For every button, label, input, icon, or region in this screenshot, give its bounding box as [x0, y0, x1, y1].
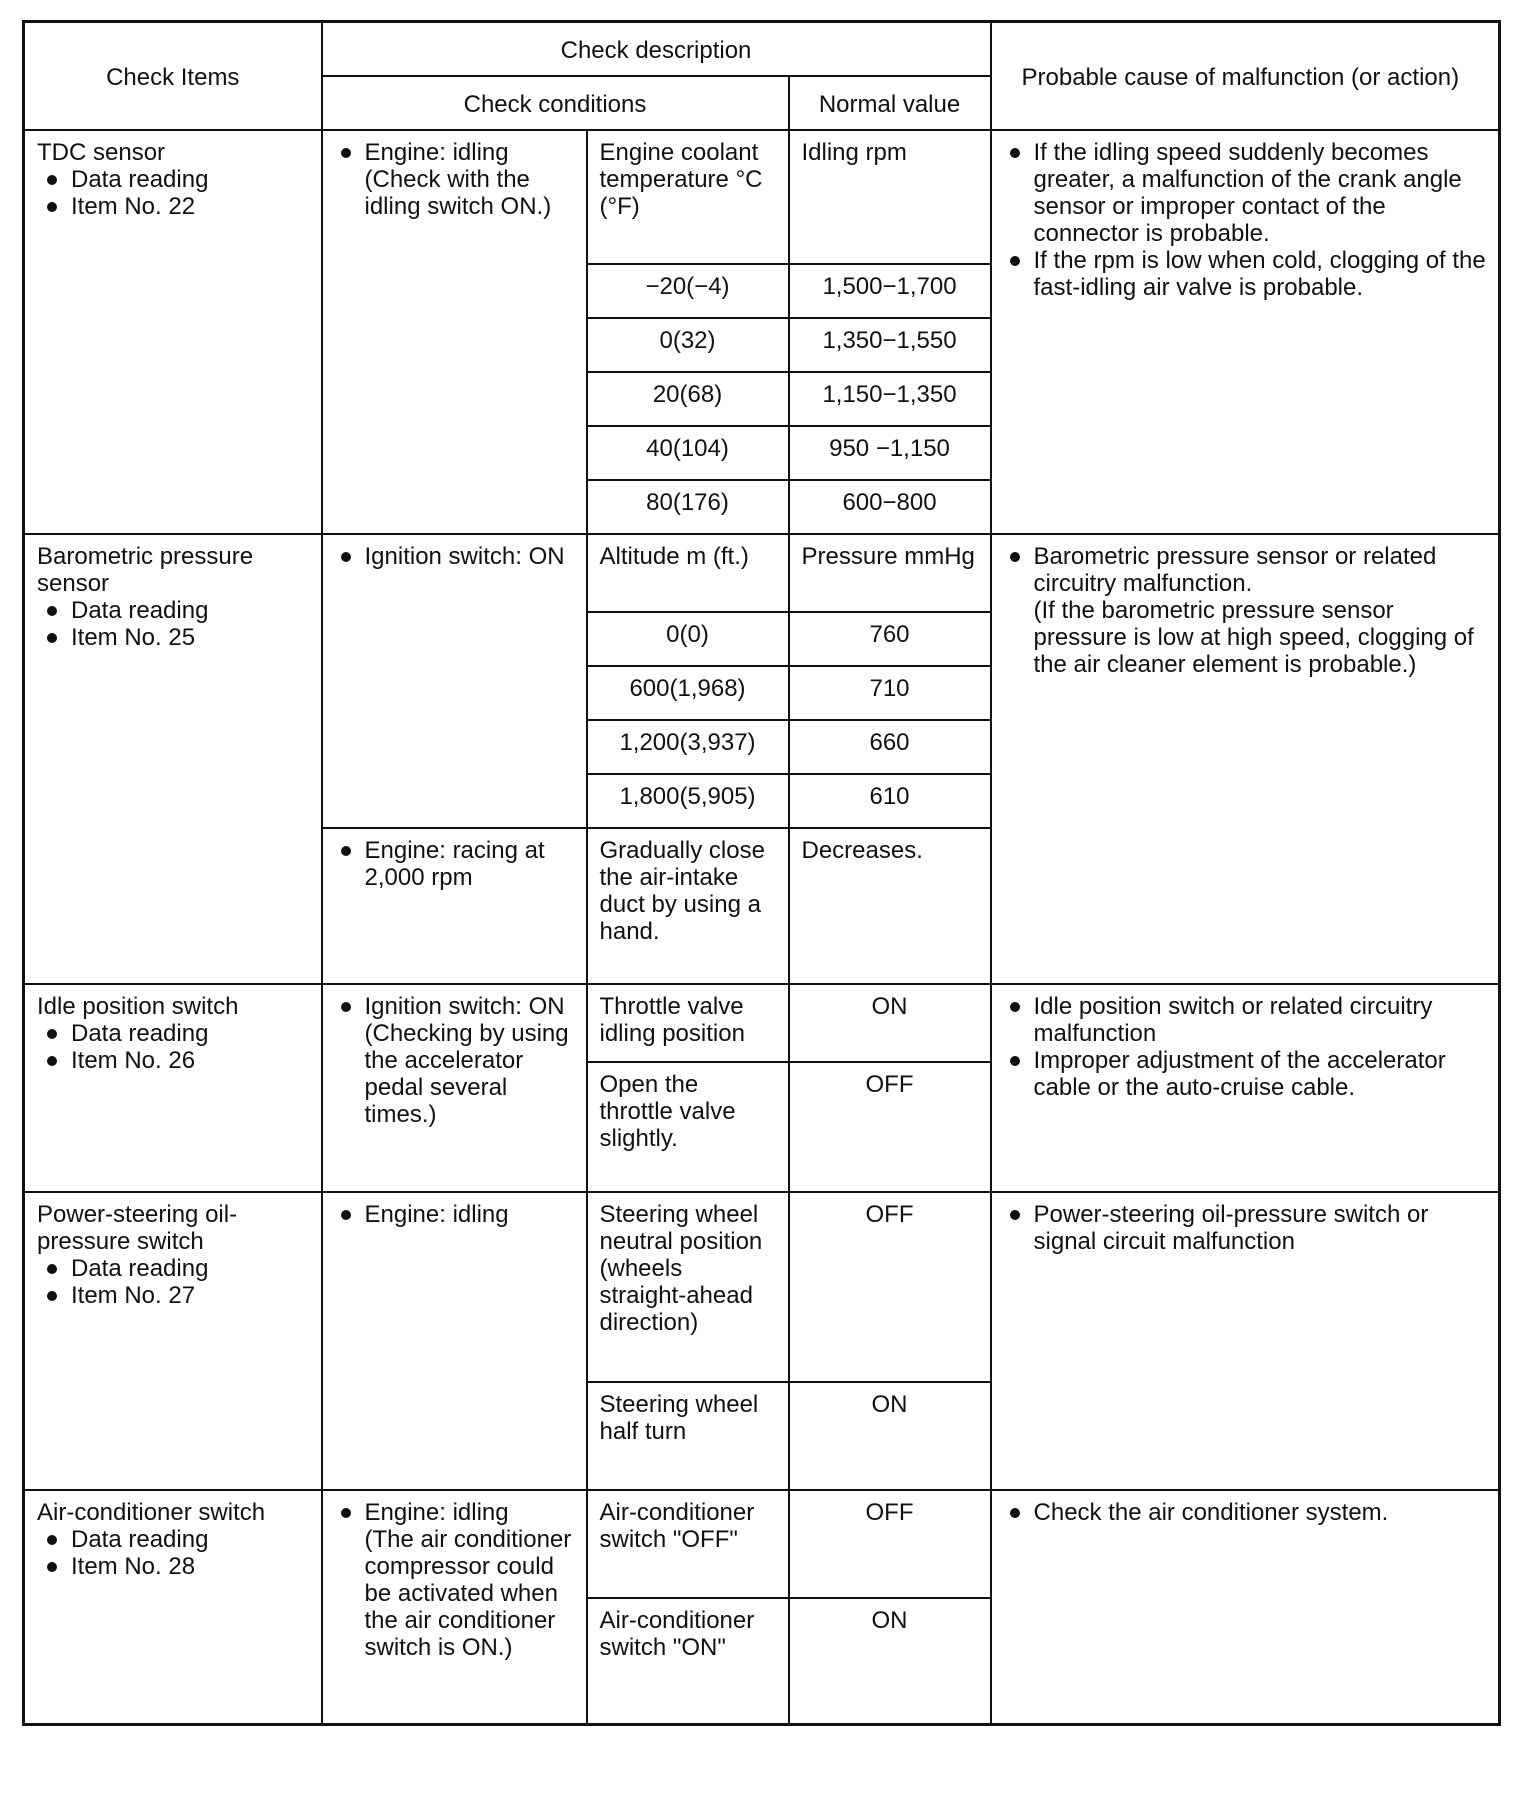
baro-value-2: Decreases.	[789, 828, 991, 984]
tdc-cause-2: If the rpm is low when cold, clogging of the fast-idling air valve is probable.	[1004, 247, 1487, 301]
tdc-condition-text: Engine: idling	[335, 139, 574, 166]
tdc-check-item	[24, 130, 322, 534]
ps-row-1	[24, 1192, 1500, 1382]
tdc-title: TDC sensor	[37, 139, 166, 166]
ps-condition	[322, 1192, 587, 1490]
idle-cause-2: Improper adjustment of the accelerator cable or the auto-cruise cable.	[1004, 1047, 1487, 1101]
header-check-description: Check description	[322, 22, 991, 77]
ac-row-1	[24, 1490, 1500, 1598]
baro-value: 660	[789, 720, 991, 774]
header-probable-cause: Probable cause of malfunction (or action)	[991, 22, 1500, 131]
ac-cause-1: Check the air conditioner system.	[1004, 1499, 1487, 1526]
ps-check-item	[24, 1192, 322, 1490]
tdc-value: 1,150−1,350	[789, 372, 991, 426]
tdc-sub-item-no: Item No. 22	[37, 193, 309, 220]
tdc-cause-1: If the idling speed suddenly becomes greater, a malfunction of the crank angle sensor or improper contact of the connector is probable.	[1004, 139, 1487, 247]
baro-cause-note: (If the barometric pressure sensor pressure is low at high speed, clogging of the air cleaner element is probable.)	[1033, 597, 1474, 678]
inspection-table-page	[22, 20, 1498, 1726]
baro-value: 710	[789, 666, 991, 720]
header-row-1	[24, 22, 1500, 77]
ps-param: Steering wheel half turn	[587, 1382, 789, 1490]
idle-title: Idle position switch	[37, 993, 239, 1020]
baro-param: 1,800(5,905)	[587, 774, 789, 828]
baro-title: Barometric pressure sensor	[37, 543, 254, 597]
ac-sub-data-reading: Data reading	[37, 1526, 309, 1553]
ac-value: OFF	[789, 1490, 991, 1598]
baro-param-label: Altitude m (ft.)	[587, 534, 789, 612]
ac-value: ON	[789, 1598, 991, 1725]
ac-check-item	[24, 1490, 322, 1725]
ps-title: Power-steering oil-pressure switch	[37, 1201, 238, 1255]
baro-value-label: Pressure mmHg	[789, 534, 991, 612]
tdc-value: 600−800	[789, 480, 991, 534]
ac-title: Air-conditioner switch	[37, 1499, 266, 1526]
tdc-sub-data-reading: Data reading	[37, 166, 309, 193]
ps-value: OFF	[789, 1192, 991, 1382]
ac-cause	[991, 1490, 1500, 1725]
baro-condition-text: Ignition switch: ON	[335, 543, 574, 570]
tdc-param: −20(−4)	[587, 264, 789, 318]
header-check-items: Check Items	[24, 22, 322, 131]
tdc-row-head	[24, 130, 1500, 264]
idle-row-1	[24, 984, 1500, 1062]
tdc-condition-note: (Check with the idling switch ON.)	[364, 166, 552, 220]
baro-check-item	[24, 534, 322, 984]
ps-cause-1: Power-steering oil-pressure switch or signal circuit malfunction	[1004, 1201, 1487, 1255]
tdc-condition	[322, 130, 587, 534]
baro-value: 760	[789, 612, 991, 666]
tdc-param: 0(32)	[587, 318, 789, 372]
idle-value: OFF	[789, 1062, 991, 1192]
ac-condition	[322, 1490, 587, 1725]
baro-condition-2-text: Engine: racing at 2,000 rpm	[335, 837, 574, 891]
tdc-value: 1,350−1,550	[789, 318, 991, 372]
baro-param-2: Gradually close the air-intake duct by using a hand.	[587, 828, 789, 984]
idle-condition-note: (Checking by using the accelerator pedal several times.)	[364, 1020, 569, 1128]
tdc-value-label: Idling rpm	[789, 130, 991, 264]
ps-condition-text: Engine: idling	[335, 1201, 574, 1228]
baro-cause-1: Barometric pressure sensor or related circuitry malfunction.	[1004, 543, 1487, 597]
ps-sub-data-reading: Data reading	[37, 1255, 309, 1282]
idle-value: ON	[789, 984, 991, 1062]
baro-cause	[991, 534, 1500, 984]
idle-condition-text: Ignition switch: ON	[335, 993, 574, 1020]
ac-condition-text: Engine: idling	[335, 1499, 574, 1526]
tdc-value: 1,500−1,700	[789, 264, 991, 318]
baro-sub-item-no: Item No. 25	[37, 624, 309, 651]
check-table	[22, 20, 1501, 1726]
baro-row-head	[24, 534, 1500, 612]
idle-sub-data-reading: Data reading	[37, 1020, 309, 1047]
idle-cause-1: Idle position switch or related circuitry malfunction	[1004, 993, 1487, 1047]
tdc-param: 80(176)	[587, 480, 789, 534]
ps-param: Steering wheel neutral position (wheels straight-ahead direction)	[587, 1192, 789, 1382]
tdc-value: 950 −1,150	[789, 426, 991, 480]
baro-condition-2	[322, 828, 587, 984]
idle-check-item	[24, 984, 322, 1192]
idle-condition	[322, 984, 587, 1192]
idle-cause	[991, 984, 1500, 1192]
ps-cause	[991, 1192, 1500, 1490]
idle-sub-item-no: Item No. 26	[37, 1047, 309, 1074]
tdc-param: 40(104)	[587, 426, 789, 480]
tdc-cause	[991, 130, 1500, 534]
baro-value: 610	[789, 774, 991, 828]
tdc-param: 20(68)	[587, 372, 789, 426]
header-normal-value: Normal value	[789, 76, 991, 130]
ps-value: ON	[789, 1382, 991, 1490]
header-check-conditions: Check conditions	[322, 76, 789, 130]
ac-condition-note: (The air conditioner compressor could be activated when the air conditioner switch is ON.)	[364, 1526, 572, 1661]
ac-sub-item-no: Item No. 28	[37, 1553, 309, 1580]
baro-condition	[322, 534, 587, 828]
ps-sub-item-no: Item No. 27	[37, 1282, 309, 1309]
tdc-param-label: Engine coolant temperature °C (°F)	[587, 130, 789, 264]
baro-param: 1,200(3,937)	[587, 720, 789, 774]
idle-param: Open the throttle valve slightly.	[587, 1062, 789, 1192]
baro-sub-data-reading: Data reading	[37, 597, 309, 624]
idle-param: Throttle valve idling position	[587, 984, 789, 1062]
baro-param: 0(0)	[587, 612, 789, 666]
ac-param: Air-conditioner switch "ON"	[587, 1598, 789, 1725]
baro-param: 600(1,968)	[587, 666, 789, 720]
ac-param: Air-conditioner switch "OFF"	[587, 1490, 789, 1598]
